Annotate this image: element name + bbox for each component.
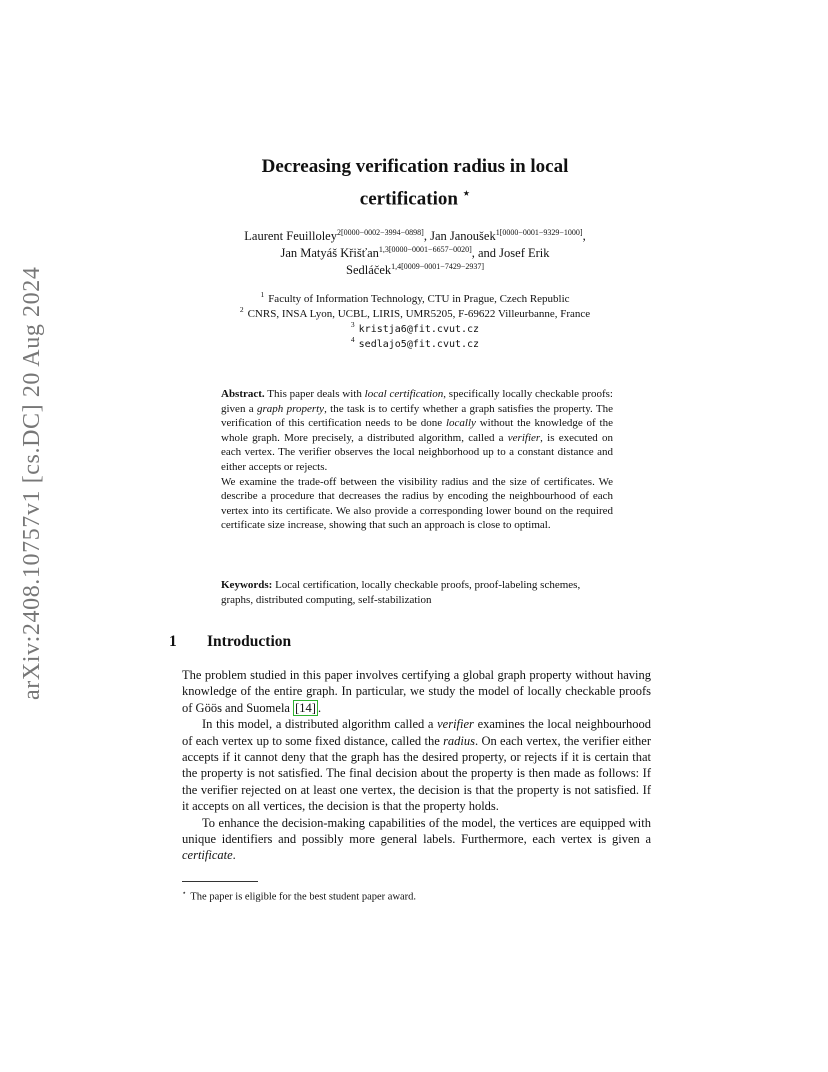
author-name: , Jan Janoušek [423, 229, 496, 243]
author-orcid: 1,4[0009−0001−7429−2937] [391, 261, 484, 271]
section-title: Introduction [207, 633, 292, 650]
affiliation-list [180, 292, 650, 352]
affiliation-text: Faculty of Information Technology, CTU in Prague, Czech Republic [268, 293, 570, 305]
footnote-mark: ⋆ [182, 889, 187, 897]
title-line-1: Decreasing verification radius in local [261, 156, 569, 177]
affiliation-item [180, 292, 650, 307]
intro-body [182, 667, 651, 864]
abstract-label: Abstract. [221, 388, 265, 400]
affiliation-number: 1 [260, 290, 265, 300]
author-orcid: 1[0000−0001−9329−1000] [495, 227, 583, 237]
section-number: 1 [169, 633, 177, 650]
section-heading [169, 633, 291, 651]
author-orcid: 1,3[0000−0001−6657−0020] [378, 244, 472, 254]
paper-title [180, 154, 650, 212]
arxiv-stamp: arXiv:2408.10757v1 [cs.DC] 20 Aug 2024 [19, 266, 45, 700]
affiliation-number: 3 [350, 320, 355, 330]
body-paragraph: To enhance the decision-making capabilities of the model, the vertices are equipped with unique identifiers and possibly more general labels. Furthermore, each vertex is given a certificate. [182, 815, 651, 863]
author-orcid: 2[0000−0002−3994−0898] [336, 227, 424, 237]
abstract-paragraph: We examine the trade-off between the visibility radius and the size of certificates. We describe a procedure that decreases the radius by encoding the neighbourhood of each vertex into its certificate. We also provide a corresponding lower bound on the required certificate size increase, showing that such an approach is close to optimal. [221, 475, 613, 532]
body-paragraph: The problem studied in this paper involves certifying a global graph property without having knowledge of the entire graph. In particular, we study the model of locally checkable proofs of Göös and Suomela [14] . [182, 668, 651, 715]
keywords-text: Local certification, locally checkable proofs, proof-labeling schemes, graphs, distributed computing, self-stabilization [221, 579, 581, 606]
author-separator: , [582, 229, 586, 243]
citation-link[interactable]: [14] [295, 700, 316, 715]
footnote [182, 886, 651, 905]
author-list [180, 228, 650, 279]
affiliation-item [180, 337, 650, 352]
author-name: Laurent Feuilloley [244, 229, 337, 243]
abstract [221, 387, 613, 533]
keywords-label: Keywords: [221, 579, 273, 591]
title-footnote-mark: ⋆ [462, 186, 471, 200]
email-address[interactable]: sedlajo5@fit.cvut.cz [358, 339, 480, 350]
affiliation-number: 2 [239, 305, 244, 315]
author-name: Jan Matyáš Křišťan [280, 246, 379, 260]
abstract-paragraph: Abstract. This paper deals with local certification, specifically locally checkable proofs: given a graph property, the task is to certify whether a graph satisfies the property. The verification of this certification needs to be done locally without the knowledge of the whole graph. More precisely, a distributed algorithm, called a verifier, is executed on each vertex. The verifier observes the local neighborhood up to a constant distance and either accepts or rejects. [221, 388, 613, 473]
footnote-text: The paper is eligible for the best student paper award. [190, 891, 417, 903]
affiliation-number: 4 [350, 335, 355, 345]
keywords [221, 578, 613, 607]
body-paragraph: In this model, a distributed algorithm called a verifier examines the local neighbourhood of each vertex up to some fixed distance, called the radius. On each vertex, the verifier either accepts if it cannot deny that the graph has the desired property, or rejects if it is certain that the property is not satisfied. The final decision about the property is then made as follows: If the verifier rejected on at least one vertex, the decision is that the property is not satisfied. If it accepts on all vertices, the decision is that the property holds. [182, 717, 651, 814]
affiliation-item [180, 322, 650, 337]
footnote-divider [182, 881, 258, 882]
author-name: Sedláček [346, 263, 392, 277]
author-separator: , and Josef Erik [471, 246, 550, 260]
email-address[interactable]: kristja6@fit.cvut.cz [358, 324, 480, 335]
affiliation-item [180, 307, 650, 322]
title-line-2: certification [359, 188, 458, 210]
affiliation-text: CNRS, INSA Lyon, UCBL, LIRIS, UMR5205, F-69622 Villeurbanne, France [247, 308, 591, 320]
